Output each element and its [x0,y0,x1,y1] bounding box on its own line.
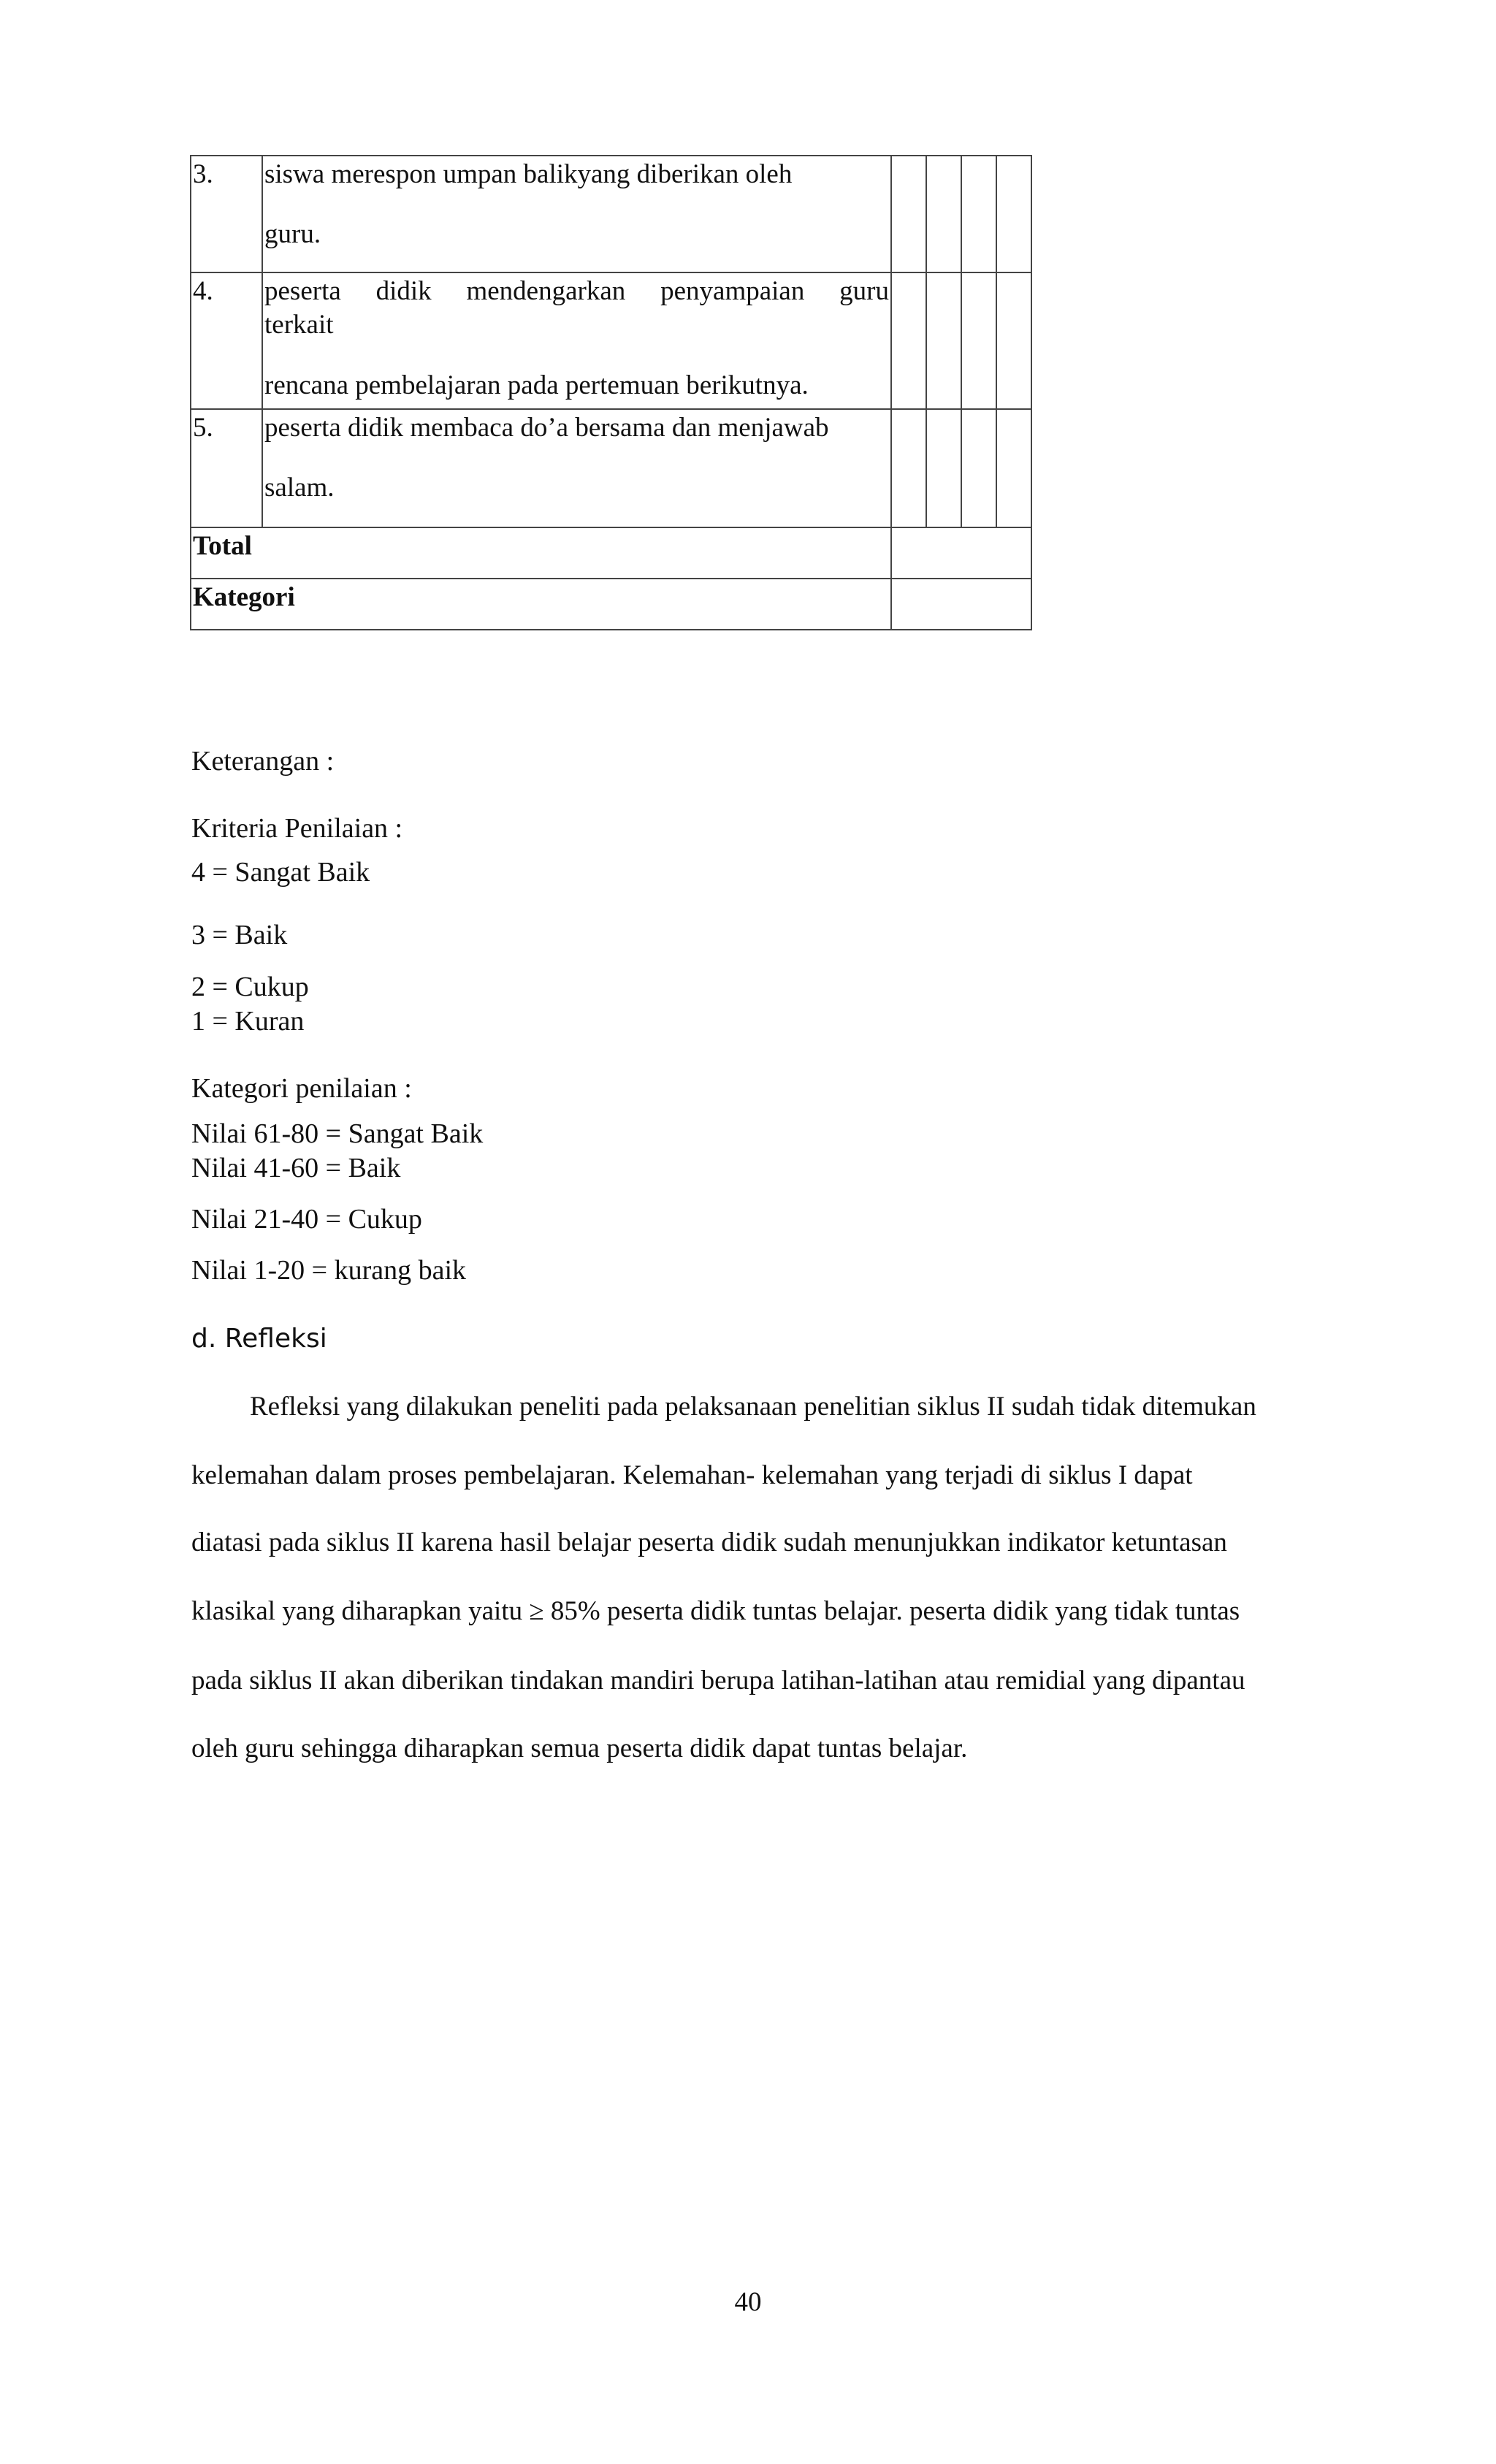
score-cell-4 [996,156,1031,272]
score-cell-2 [926,272,961,409]
row-number: 3. [191,156,262,272]
desc-line: terkait [264,310,334,340]
kategori-row [191,579,1031,630]
kategori-item: Nilai 21-40 = Cukup [191,1204,422,1235]
score-cell-1 [891,409,926,527]
paragraph-line: klasikal yang diharapkan yaitu ≥ 85% peserta didik tuntas belajar. peserta didik yang tidak tuntas [191,1596,1240,1626]
kategori-item: Nilai 41-60 = Baik [191,1153,401,1183]
table-row [191,156,1031,272]
paragraph-line: diatasi pada siklus II karena hasil belajar peserta didik sudah menunjukkan indikator ketuntasan [191,1527,1227,1557]
kriteria-item: 1 = Kuran [191,1006,305,1037]
kategori-item: Nilai 61-80 = Sangat Baik [191,1118,484,1149]
score-cell-3 [961,156,996,272]
section-heading: d. Refleksi [191,1324,327,1354]
desc-line: peserta didik mendengarkan penyampaian guru [264,276,889,306]
paragraph-line: oleh guru sehingga diharapkan semua peserta didik dapat tuntas belajar. [191,1733,968,1763]
table-row [191,272,1031,409]
score-cell-2 [926,409,961,527]
total-label: Total [191,527,891,579]
paragraph-line: Refleksi yang dilakukan peneliti pada pelaksanaan penelitian siklus II sudah tidak ditemukan [250,1392,1256,1422]
score-cell-3 [961,272,996,409]
observation-table [190,155,1032,630]
desc-line: guru. [264,219,321,250]
kategori-title: Kategori penilaian : [191,1073,412,1104]
score-cell-1 [891,156,926,272]
desc-line: salam. [264,473,335,503]
score-cell-4 [996,409,1031,527]
row-number: 5. [191,409,262,527]
desc-line: siswa merespon umpan balikyang diberikan oleh [264,159,793,189]
score-cell-2 [926,156,961,272]
page-number: 40 [734,2287,762,2317]
row-description [262,156,891,272]
kategori-value-cell [891,579,1031,630]
kriteria-title: Kriteria Penilaian : [191,813,403,844]
row-description [262,272,891,409]
kriteria-item: 3 = Baik [191,920,288,950]
score-cell-1 [891,272,926,409]
keterangan-title: Keterangan : [191,746,335,777]
table-row [191,409,1031,527]
desc-line: peserta didik membaca do’a bersama dan menjawab [264,413,829,443]
kriteria-item: 2 = Cukup [191,972,309,1002]
score-cell-3 [961,409,996,527]
total-row [191,527,1031,579]
score-cell-4 [996,272,1031,409]
kategori-label: Kategori [191,579,891,630]
row-number: 4. [191,272,262,409]
kategori-item: Nilai 1-20 = kurang baik [191,1255,467,1286]
row-description [262,409,891,527]
total-value-cell [891,527,1031,579]
desc-line: rencana pembelajaran pada pertemuan berikutnya. [264,370,809,400]
kriteria-item: 4 = Sangat Baik [191,857,370,888]
paragraph-line: pada siklus II akan diberikan tindakan mandiri berupa latihan-latihan atau remidial yang dipantau [191,1666,1245,1696]
paragraph-line: kelemahan dalam proses pembelajaran. Kelemahan- kelemahan yang terjadi di siklus I dapat [191,1460,1193,1490]
